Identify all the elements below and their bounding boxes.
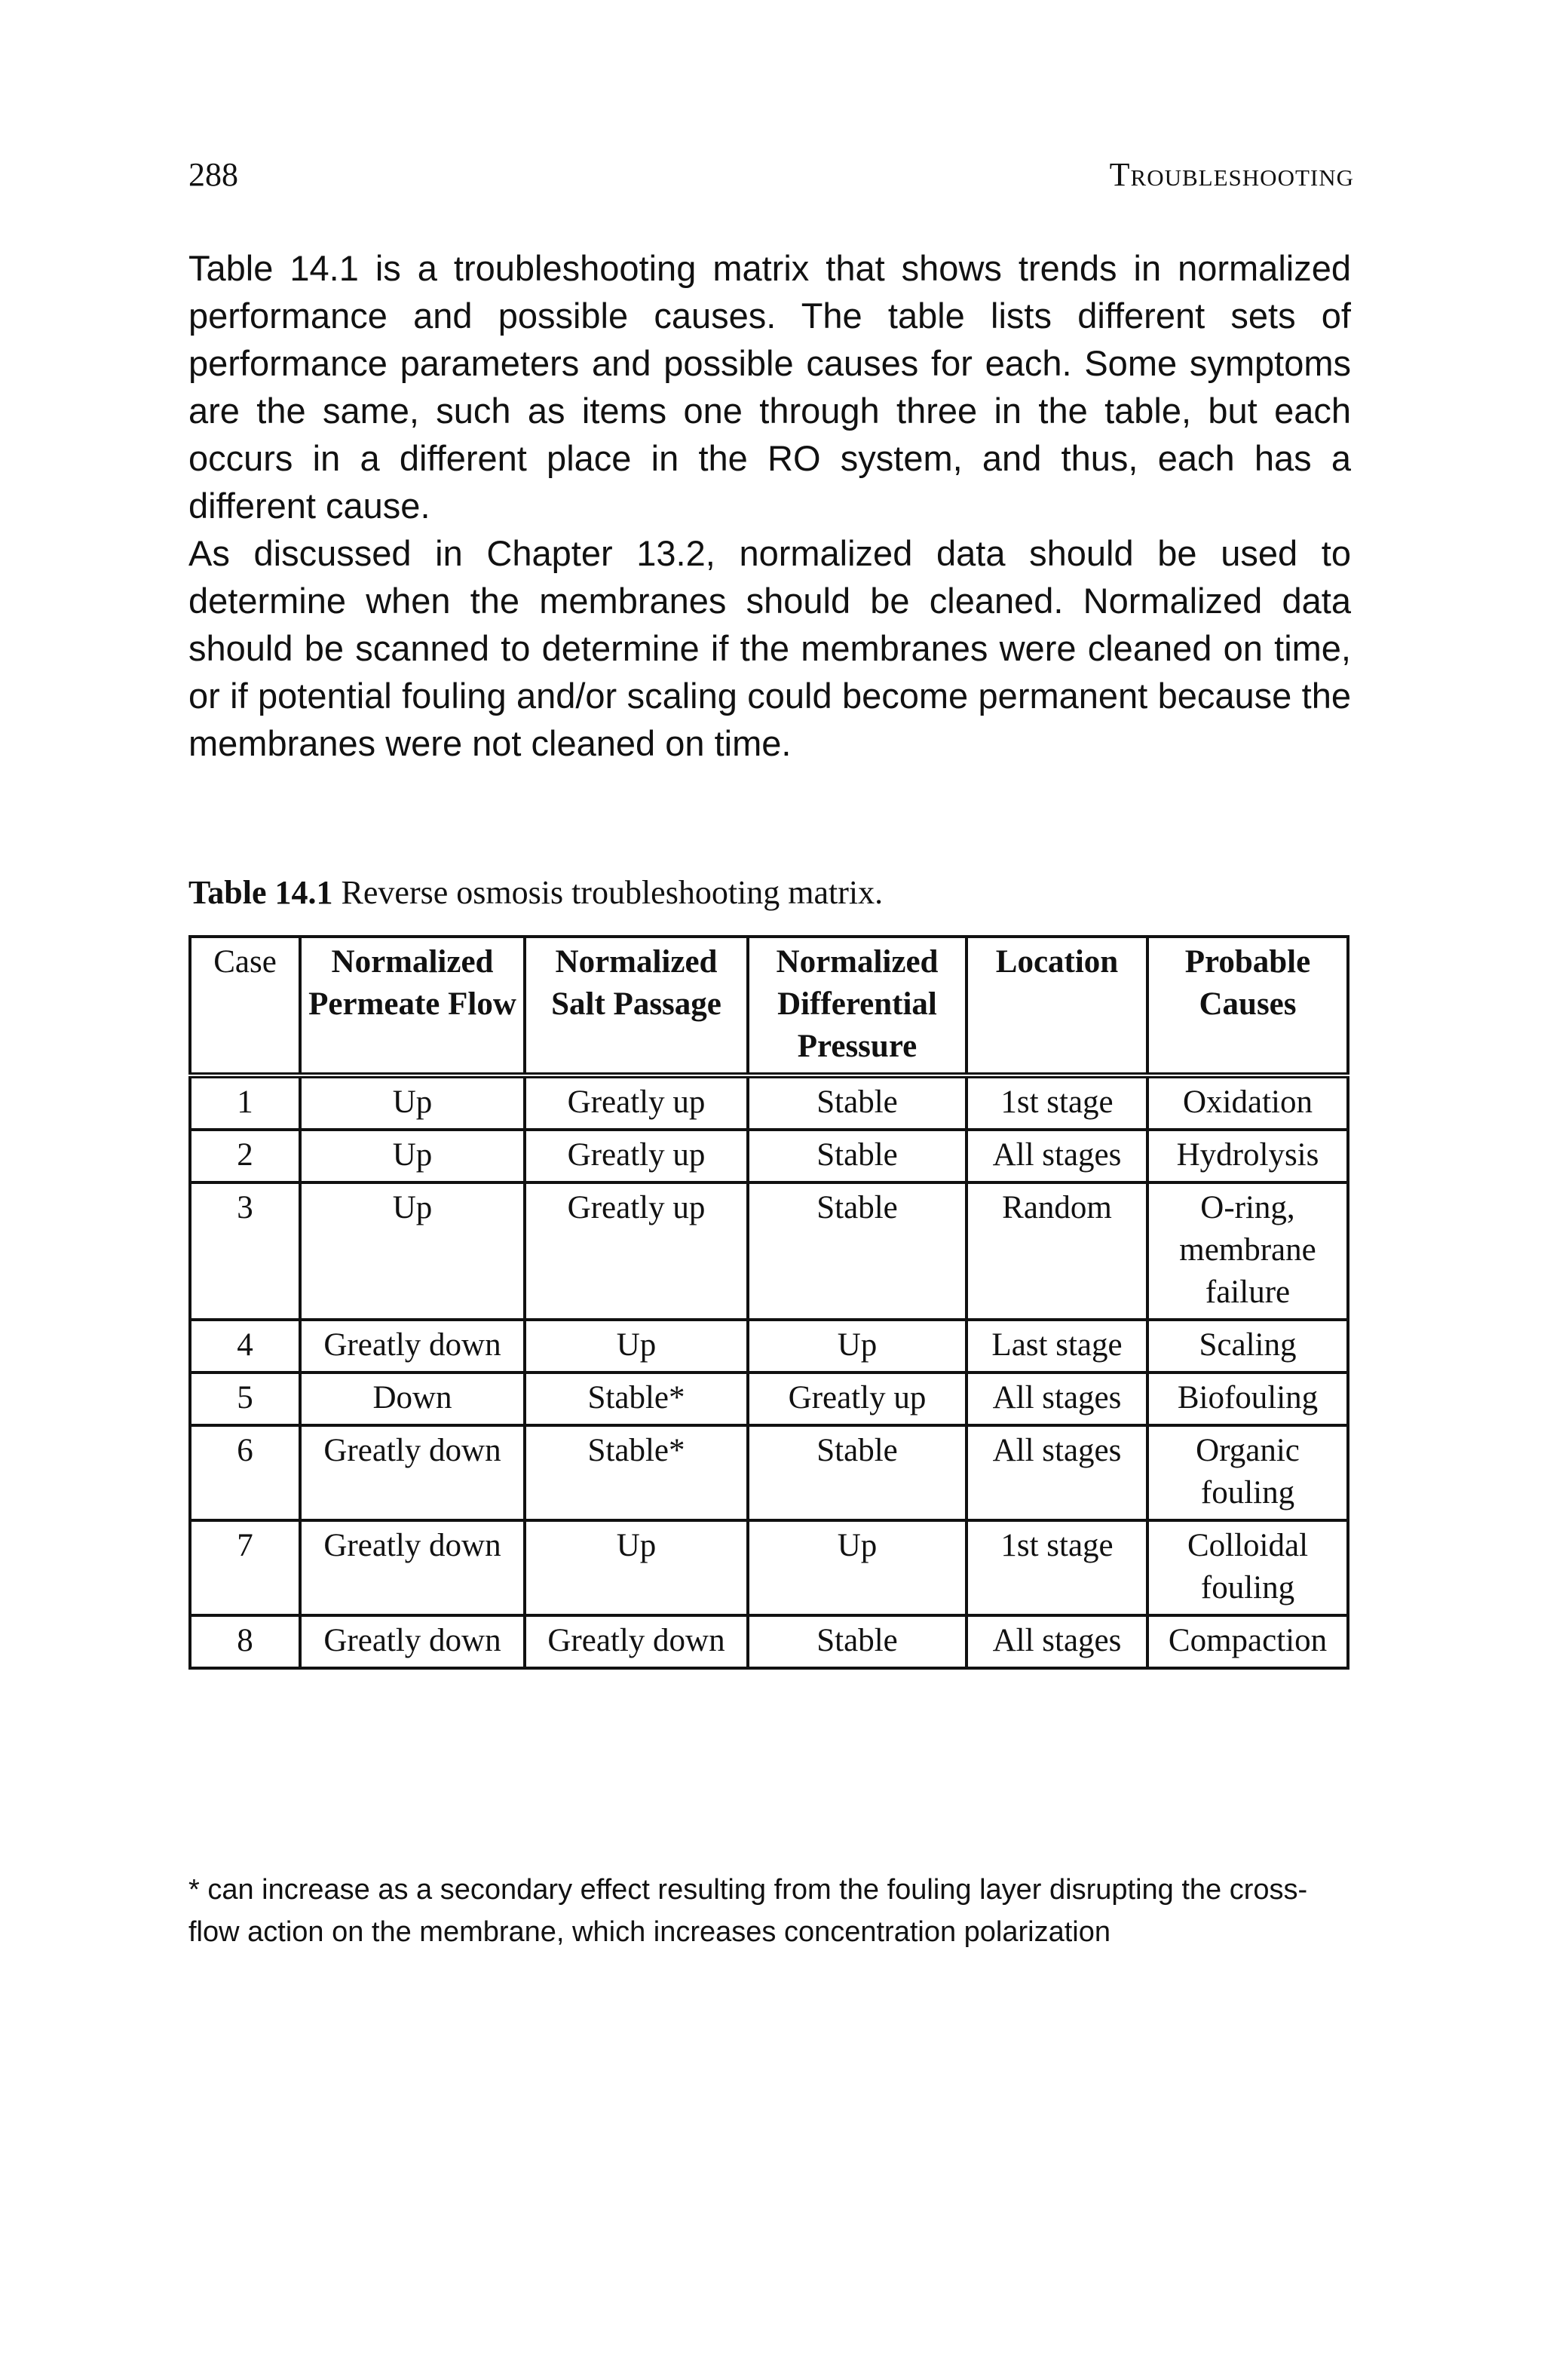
- cell-differential-pressure: Stable: [748, 1182, 967, 1320]
- cell-salt-passage: Up: [525, 1320, 748, 1372]
- cell-permeate-flow: Up: [300, 1182, 525, 1320]
- page-number: 288: [188, 156, 238, 193]
- table-row: [190, 1182, 1348, 1320]
- troubleshooting-table: [188, 935, 1349, 1670]
- table-footnote: * can increase as a secondary effect resulting from the fouling layer disrupting the cross-flow action on the membrane, which increases concentration polarization: [188, 1874, 1308, 1948]
- cell-differential-pressure: Stable: [748, 1130, 967, 1182]
- cell-differential-pressure: Stable: [748, 1425, 967, 1520]
- cell-probable-causes: Scaling: [1147, 1320, 1348, 1372]
- cell-permeate-flow: Greatly down: [300, 1615, 525, 1668]
- cell-probable-causes: Colloidal fouling: [1147, 1520, 1348, 1615]
- table-header-row: [190, 937, 1348, 1075]
- cell-location: All stages: [967, 1615, 1147, 1668]
- body-text: [188, 244, 1351, 767]
- header-salt-passage: Normalized Salt Passage: [525, 937, 748, 1075]
- cell-case: 8: [190, 1615, 300, 1668]
- cell-probable-causes: Oxidation: [1147, 1075, 1348, 1130]
- cell-differential-pressure: Stable: [748, 1075, 967, 1130]
- header-differential-pressure: Normalized Differential Pressure: [748, 937, 967, 1075]
- cell-case: 2: [190, 1130, 300, 1182]
- cell-case: 5: [190, 1372, 300, 1425]
- cell-probable-causes: O-ring, membrane failure: [1147, 1182, 1348, 1320]
- cell-salt-passage: Greatly down: [525, 1615, 748, 1668]
- cell-case: 1: [190, 1075, 300, 1130]
- paragraph-1: Table 14.1 is a troubleshooting matrix that shows trends in normalized performance and possible causes. The table lists different sets of performance parameters and possible causes for each. Some symptoms are the same, such as items one through three in the table, but each occurs in a different place in the RO system, and thus, each has a different cause.: [188, 248, 1351, 526]
- paragraph-2: As discussed in Chapter 13.2, normalized data should be used to determine when the membranes should be cleaned. Normalized data should be scanned to determine if the membranes were cleaned on time, or if potential fouling and/or scaling could become permanent because the membranes were not cleaned on time.: [188, 533, 1351, 763]
- cell-differential-pressure: Stable: [748, 1615, 967, 1668]
- cell-location: 1st stage: [967, 1075, 1147, 1130]
- cell-permeate-flow: Greatly down: [300, 1520, 525, 1615]
- table-row: [190, 1520, 1348, 1615]
- table-row: [190, 1425, 1348, 1520]
- header-location: Location: [967, 937, 1147, 1075]
- cell-location: 1st stage: [967, 1520, 1147, 1615]
- cell-probable-causes: Hydrolysis: [1147, 1130, 1348, 1182]
- table-row: [190, 1372, 1348, 1425]
- cell-probable-causes: Compaction: [1147, 1615, 1348, 1668]
- cell-permeate-flow: Greatly down: [300, 1425, 525, 1520]
- cell-probable-causes: Organic fouling: [1147, 1425, 1348, 1520]
- header-permeate-flow: Normalized Permeate Flow: [300, 937, 525, 1075]
- cell-differential-pressure: Up: [748, 1520, 967, 1615]
- table-caption-label: Table 14.1: [188, 874, 333, 911]
- cell-salt-passage: Up: [525, 1520, 748, 1615]
- cell-case: 4: [190, 1320, 300, 1372]
- cell-case: 7: [190, 1520, 300, 1615]
- cell-salt-passage: Stable*: [525, 1372, 748, 1425]
- cell-location: All stages: [967, 1130, 1147, 1182]
- header-probable-causes: Probable Causes: [1147, 937, 1348, 1075]
- running-title: Troubleshooting: [1109, 156, 1354, 193]
- cell-case: 3: [190, 1182, 300, 1320]
- cell-probable-causes: Biofouling: [1147, 1372, 1348, 1425]
- table-row: [190, 1075, 1348, 1130]
- cell-salt-passage: Greatly up: [525, 1182, 748, 1320]
- cell-salt-passage: Greatly up: [525, 1130, 748, 1182]
- running-head: [188, 155, 1354, 201]
- cell-permeate-flow: Greatly down: [300, 1320, 525, 1372]
- cell-location: Random: [967, 1182, 1147, 1320]
- cell-location: All stages: [967, 1425, 1147, 1520]
- cell-location: Last stage: [967, 1320, 1147, 1372]
- cell-permeate-flow: Up: [300, 1130, 525, 1182]
- table-row: [190, 1130, 1348, 1182]
- cell-location: All stages: [967, 1372, 1147, 1425]
- table-row: [190, 1615, 1348, 1668]
- cell-salt-passage: Greatly up: [525, 1075, 748, 1130]
- cell-permeate-flow: Down: [300, 1372, 525, 1425]
- cell-salt-passage: Stable*: [525, 1425, 748, 1520]
- cell-differential-pressure: Greatly up: [748, 1372, 967, 1425]
- table-caption: [188, 873, 883, 912]
- table-caption-text: Reverse osmosis troubleshooting matrix.: [332, 874, 884, 911]
- cell-permeate-flow: Up: [300, 1075, 525, 1130]
- cell-differential-pressure: Up: [748, 1320, 967, 1372]
- header-case: Case: [190, 937, 300, 1075]
- cell-case: 6: [190, 1425, 300, 1520]
- table-row: [190, 1320, 1348, 1372]
